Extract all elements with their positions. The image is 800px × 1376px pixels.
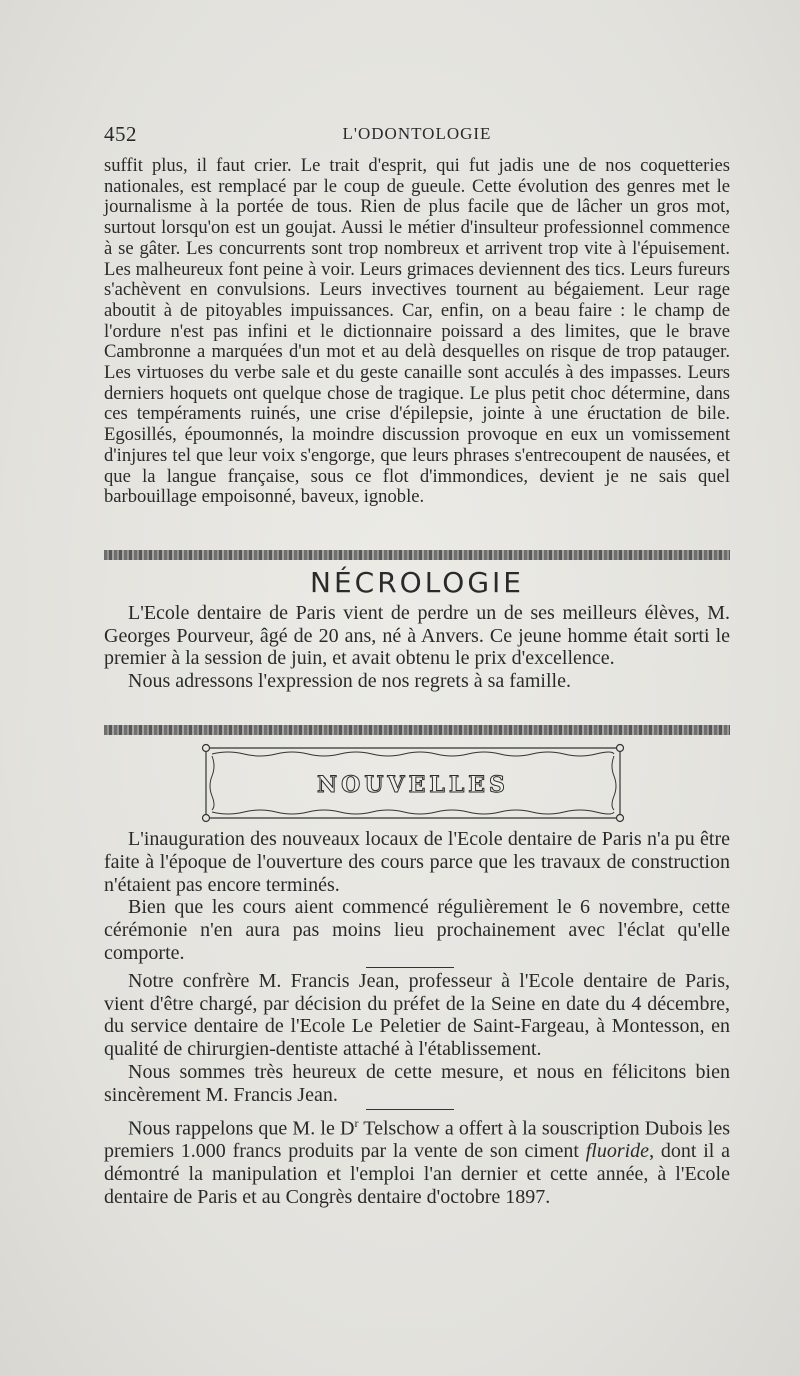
ornamental-rule	[104, 725, 730, 735]
necrologie-paragraph: L'Ecole dentaire de Paris vient de perdre un de ses meilleurs élèves, M. Georges Pourveur, âgé de 20 ans, né à Anvers. Ce jeune homme était sorti le premier à la session de juin, et avait obtenu le prix d'excellence.	[104, 602, 730, 670]
short-rule	[366, 1109, 454, 1110]
running-head	[104, 122, 730, 148]
nouvelles-header-frame	[198, 742, 628, 824]
text-run: Telschow a offert à la souscription Dubois les premiers 1.000 francs produits par la vente de son ciment	[104, 1117, 730, 1163]
italic-term: fluoride	[585, 1140, 650, 1163]
nouvelles-paragraph-telschow	[104, 1112, 730, 1209]
page-number: 452	[104, 122, 137, 146]
nouvelles-paragraph: Bien que les cours aient commencé régulièrement le 6 novembre, cette cérémonie n'en aura pas moins lieu prochainement avec l'éclat qu'elle comporte.	[104, 896, 730, 964]
article-paragraph: suffit plus, il faut crier. Le trait d'esprit, qui fut jadis une de nos coquetteries nationales, est remplacé par le coup de gueule. Cette évolution des genres met le journalisme à la portée de tous. Rien de plus facile que de lâcher un gros mot, surtout lorsqu'on est un goujat. Aussi le métier d'insulteur professionnel commence à se gâter. Les concurrents sont trop nombreux et arrivent trop vite à l'épuisement. Les malheureux font peine à voir. Leurs grimaces deviennent des tics. Leurs fureurs s'achèvent en convulsions. Leurs invectives tournent au bégaiement. Leur rage aboutit à de pitoyables impuissances. Car, enfin, on a beau faire : le champ de l'ordure n'est pas infini et le dictionnaire poissard a des limites, que le brave Cambronne a marquées d'un mot et au delà desquelles on risque de trop patauger. Les virtuoses du verbe sale et du geste canaille sont acculés à des impasses. Leurs derniers hoquets ont quelque chose de tragique. Le plus petit choc détermine, dans ces tempéraments ruinés, une crise d'épilepsie, jointe à une éructation de bile. Egosillés, époumonnés, la moindre discussion provoque en eux un vomissement d'injures tel que leur voix s'engorge, que leurs phrases s'entrecoupent de nausées, et que la langue française, sous ce flot d'immondices, devient je ne sais quel barbouillage empoisonné, baveux, ignoble.	[104, 155, 730, 508]
short-rule	[366, 967, 454, 968]
necrologie-paragraph: Nous adressons l'expression de nos regrets à sa famille.	[128, 669, 571, 692]
superscript: r	[354, 1115, 359, 1130]
ornamental-rule	[104, 550, 730, 560]
nouvelles-body	[104, 828, 730, 1208]
nouvelles-paragraph: Nous sommes très heureux de cette mesure, et nous en félicitons bien sincèrement M. Francis Jean.	[104, 1060, 730, 1106]
text-run: , dont il a démontré la manipulation et l'emploi l'an dernier et cette année, à l'Ecole dentaire de Paris et au Congrès dentaire d'octobre 1897.	[104, 1140, 730, 1208]
text-run: Nous rappelons que M. le D	[128, 1117, 355, 1140]
section-title-necrologie: NÉCROLOGIE	[310, 566, 524, 599]
necrologie-body	[104, 602, 730, 692]
nouvelles-paragraph: L'inauguration des nouveaux locaux de l'Ecole dentaire de Paris n'a pu être faite à l'époque de l'ouverture des cours parce que les travaux de construction n'étaient pas encore terminés.	[104, 828, 730, 896]
running-title: L'ODONTOLOGIE	[342, 124, 492, 143]
nouvelles-paragraph: Notre confrère M. Francis Jean, professeur à l'Ecole dentaire de Paris, vient d'être chargé, par décision du préfet de la Seine en date du 4 décembre, du service dentaire de l'Ecole Le Peletier de Saint-Fargeau, à Montesson, en qualité de chirurgien-dentiste attaché à l'établissement.	[104, 969, 730, 1061]
section-title-nouvelles: NOUVELLES	[317, 772, 509, 798]
